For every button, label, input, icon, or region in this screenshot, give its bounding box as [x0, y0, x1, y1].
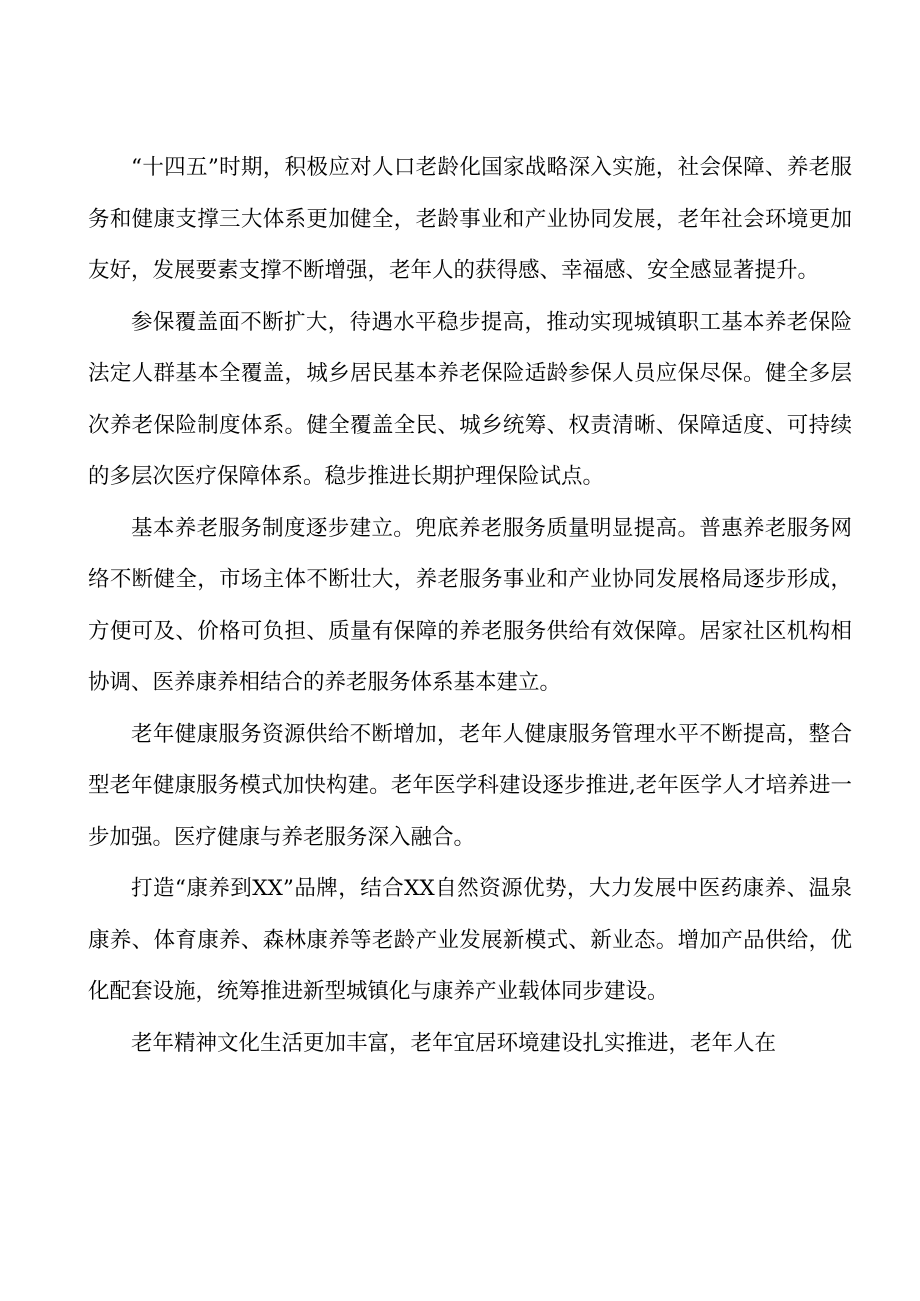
paragraph-5: 打造“康养到XX”品牌，结合XX自然资源优势，大力发展中医药康养、温泉康养、体育康养、森林康养等老龄产业发展新模式、新业态。增加产品供给，优化配套设施，统筹推进新型城镇化与康养产业载体同步建设。 [88, 876, 852, 1004]
paragraph-1: “十四五”时期，积极应对人口老龄化国家战略深入实施，社会保障、养老服务和健康支撑三大体系更加健全，老龄事业和产业协同发展，老年社会环境更加友好，发展要素支撑不断增强，老年人的获得感、幸福感、安全感显著提升。 [88, 155, 852, 283]
paragraph-6: 老年精神文化生活更加丰富，老年宜居环境建设扎实推进，老年人在 [131, 1030, 777, 1056]
paragraph-2: 参保覆盖面不断扩大，待遇水平稳步提高，推动实现城镇职工基本养老保险法定人群基本全覆盖，城乡居民基本养老保险适龄参保人员应保尽保。健全多层次养老保险制度体系。健全覆盖全民、城乡统筹、权责清晰、保障适度、可持续的多层次医疗保障体系。稳步推进长期护理保险试点。 [88, 309, 852, 489]
paragraph-3: 基本养老服务制度逐步建立。兜底养老服务质量明显提高。普惠养老服务网络不断健全，市场主体不断壮大，养老服务事业和产业协同发展格局逐步形成，方便可及、价格可负担、质量有保障的养老服务供给有效保障。居家社区机构相协调、医养康养相结合的养老服务体系基本建立。 [88, 515, 852, 695]
document-body [88, 142, 852, 1069]
paragraph-4: 老年健康服务资源供给不断增加，老年人健康服务管理水平不断提高，整合型老年健康服务模式加快构建。老年医学科建设逐步推进,老年医学人才培养进一步加强。医疗健康与养老服务深入融合。 [88, 721, 852, 850]
